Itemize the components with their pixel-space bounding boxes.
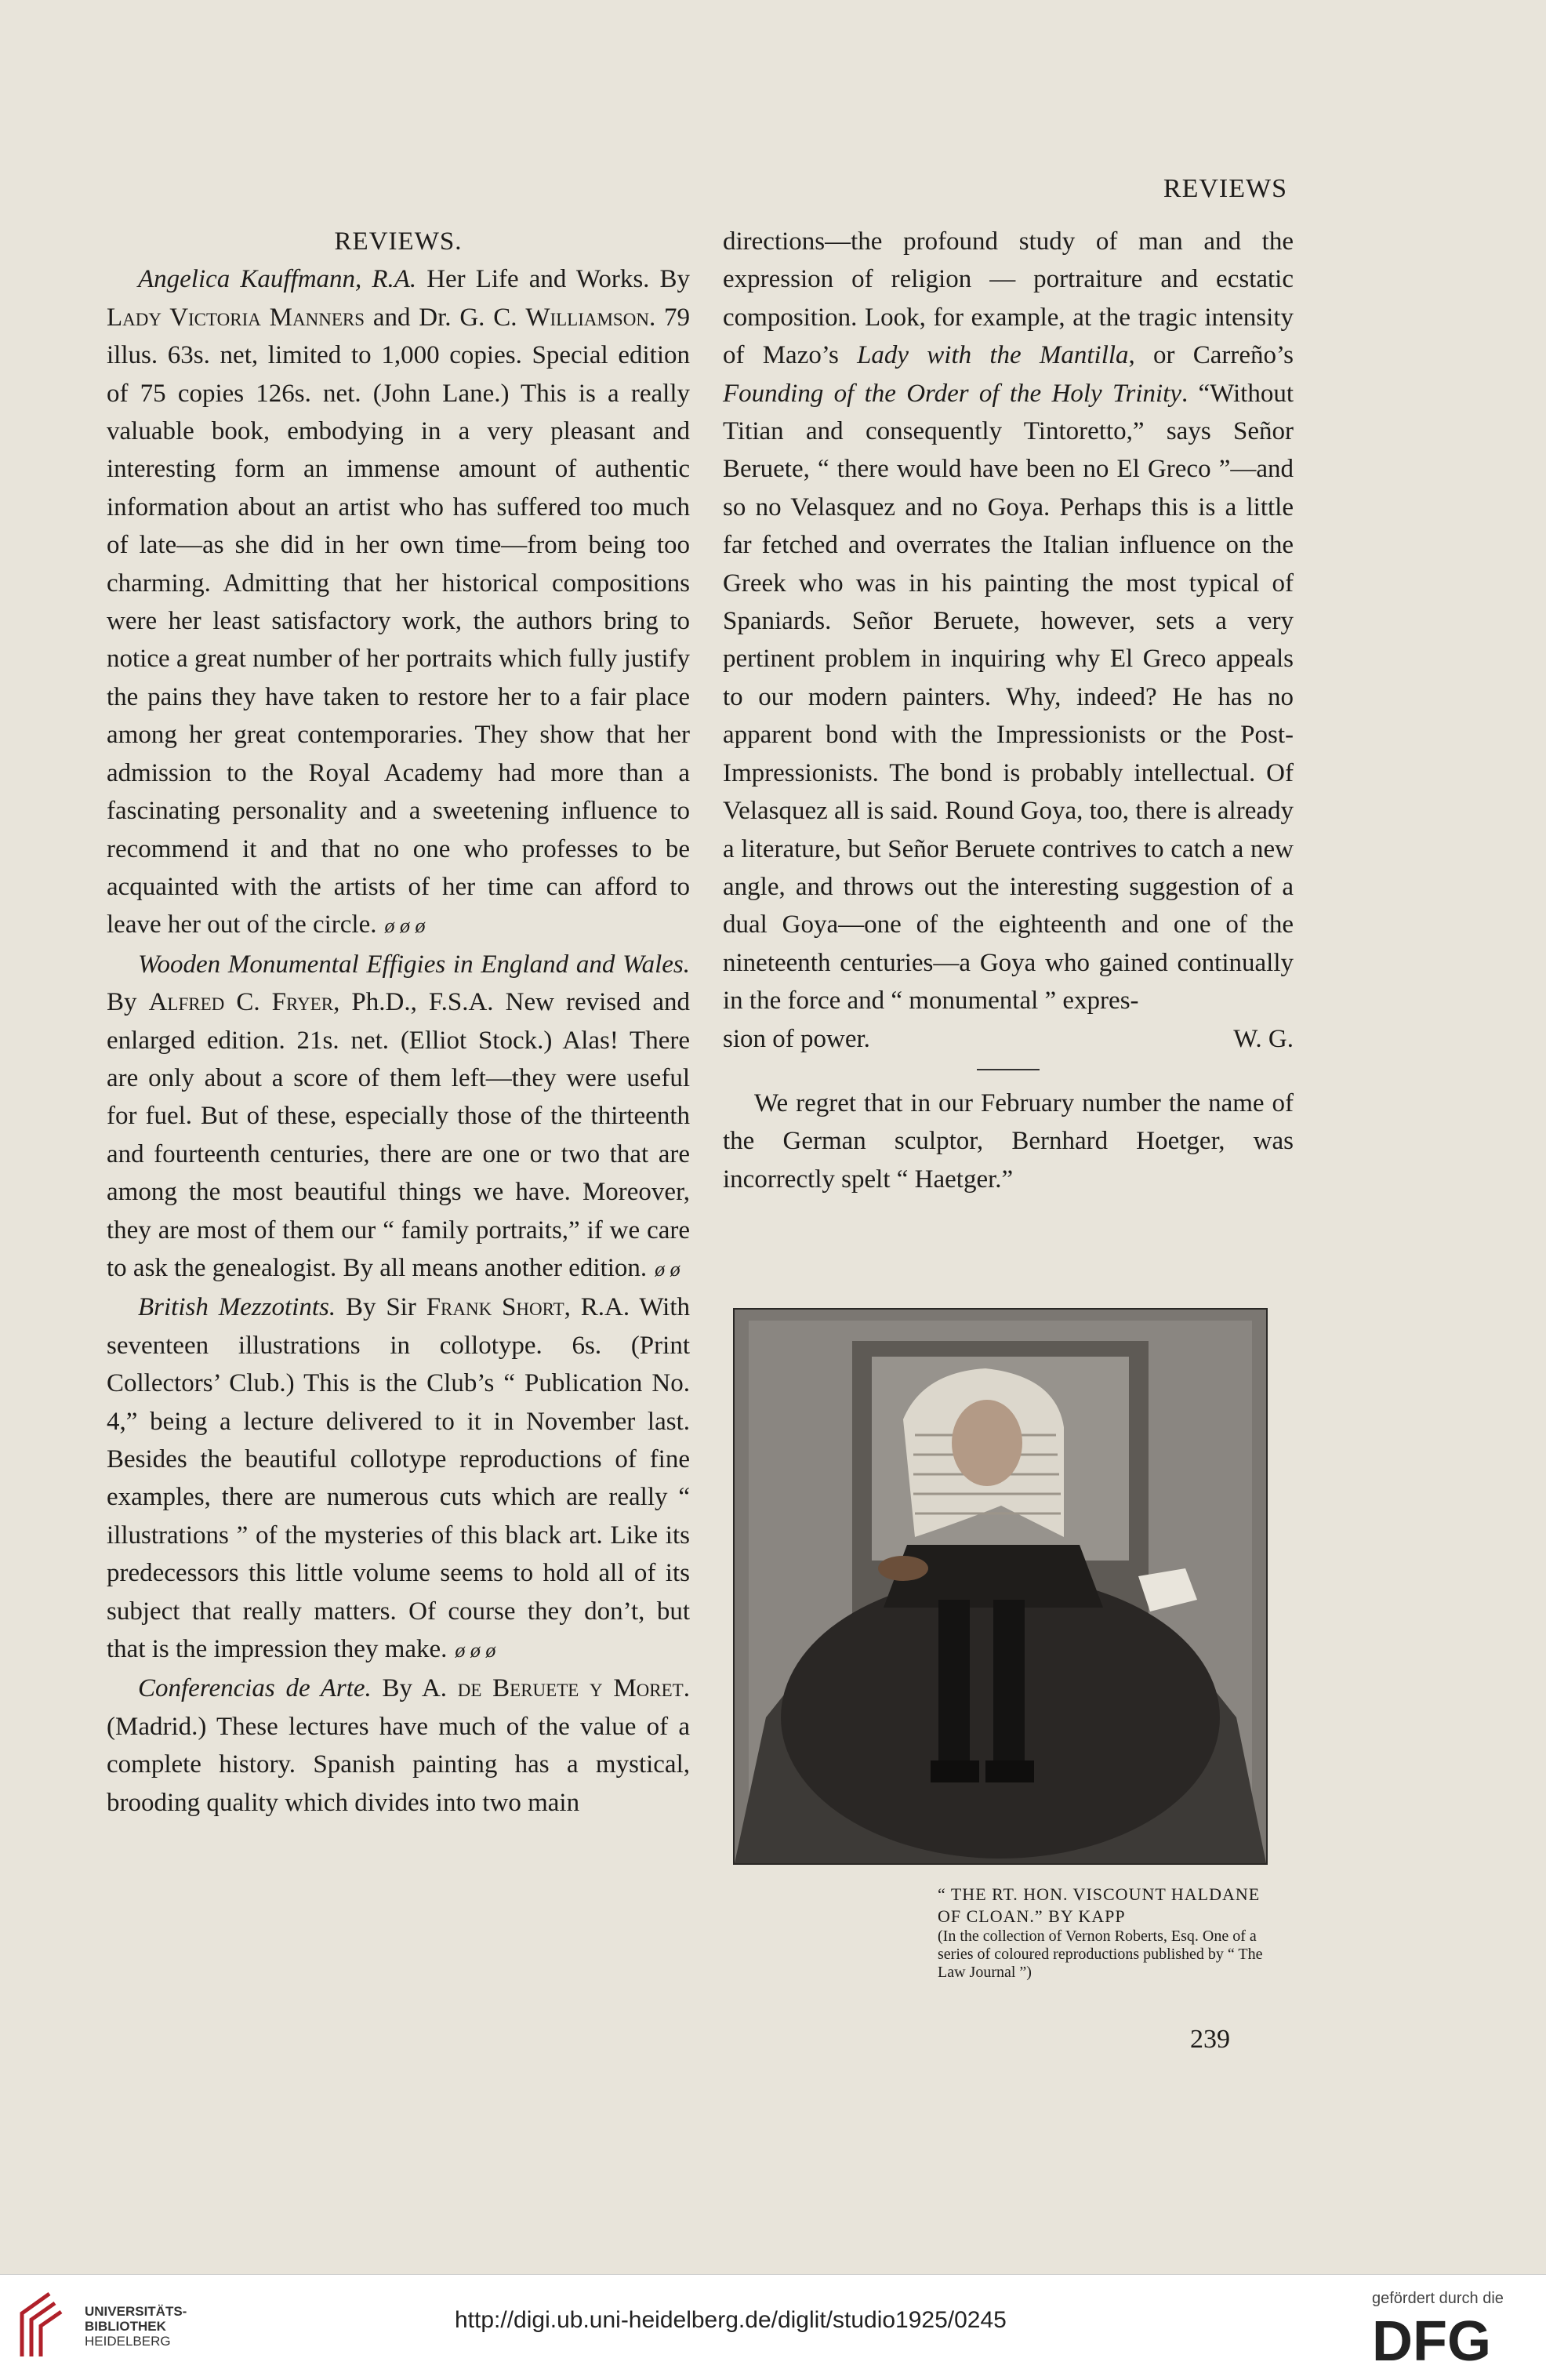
- caption-note: (In the collection of Vernon Roberts, Esq. One of a series of coloured reproductions published by “ The Law Journal ”): [938, 1928, 1263, 1981]
- review-author: Frank Short: [426, 1293, 564, 1322]
- review-author: de Beruete y Moret: [457, 1674, 684, 1703]
- section-divider: [977, 1069, 1040, 1070]
- ornament-icon: ø ø: [655, 1257, 680, 1281]
- right-column: [723, 223, 1294, 1198]
- review-angelica-kauffmann: Angelica Kauffmann, R.A. Her Life and Works. By Lady Victoria Manners and Dr. G. C. Williamson. 79 illus. 63s. net, limited to 1,000 copies. Special edition of 75 copies 126s. net. (John Lane.) This is a really valuable book, embodying in a very pleasant and interesting form an immense amount of authentic information about an artist who has suffered too much of late—as she did in her own time—from being too charming. Admitting that her historical compositions were her least satisfactory work, the authors bring to notice a great number of her portraits which fully justify the pains they have taken to restore her to a fair place among her great contemporaries. They show that her admission to the Royal Academy had more than a fascinating personality and a sweetening influence to recommend it and that no one who professes to be acquainted with the artists of her time can afford to leave her out of the circle. ø ø ø: [107, 265, 691, 939]
- review-british-mezzotints: British Mezzotints. By Sir Frank Short, R.A. With seventeen illustrations in collotype. 6s. (Print Collectors’ Club.) This is the Club’s “ Publication No. 4,” being a lecture delivered to it in November last. Besides the beautiful collotype reproductions of fine examples, there are numerous cuts which are really “ illustrations ” of the mysteries of this black art. Like its predecessors this little volume seems to hold all of its subject that really matters. Of course they don’t, but that is the impression they make. ø ø ø: [107, 1293, 690, 1664]
- funding-label: gefördert durch die: [1372, 2290, 1504, 2307]
- source-url-link[interactable]: http://digi.ub.uni-heidelberg.de/diglit/studio1925/0245: [455, 2307, 1007, 2333]
- ornament-icon: ø ø ø: [384, 914, 426, 938]
- review-author: Williamson: [525, 303, 649, 332]
- dfg-logo-icon[interactable]: [1372, 2312, 1529, 2367]
- review-title: British Mezzotints.: [138, 1293, 336, 1322]
- caption-title: “ THE RT. HON. VISCOUNT HALDANE OF CLOAN.” BY KAPP: [938, 1884, 1261, 1926]
- review-conferencias-de-arte: Conferencias de Arte. By A. de Beruete y Moret. (Madrid.) These lectures have much of the value of a complete history. Spanish painting has a mystical, brooding quality which divides into two main: [107, 1674, 690, 1817]
- illustration-haldane: [733, 1308, 1268, 1865]
- ornament-icon: ø ø ø: [455, 1639, 496, 1662]
- university-library-logo-icon[interactable]: [14, 2290, 69, 2360]
- figure-caption: [938, 1884, 1270, 1982]
- running-head: REVIEWS: [1163, 174, 1287, 203]
- signature-line: sion of power. W. G.: [723, 1020, 1294, 1058]
- caricature-image: [735, 1310, 1266, 1863]
- erratum-notice: We regret that in our February number the name of the German sculptor, Bernhard Hoetger, was incorrectly spelt “ Haetger.”: [723, 1088, 1294, 1194]
- university-library-name: UNIVERSITÄTS- BIBLIOTHEK HEIDELBERG: [85, 2304, 187, 2349]
- review-title: Wooden Monumental Effigies in England and Wales.: [138, 950, 690, 979]
- review-title: Conferencias de Arte.: [138, 1674, 372, 1703]
- artwork-title: Founding of the Order of the Holy Trinity: [723, 379, 1181, 408]
- review-continuation: directions—the profound study of man and the expression of religion — portraiture and ecstatic composition. Look, for example, at the tragic intensity of Mazo’s Lady with the Mantilla, or Carreño’s Founding of the Order of the Holy Trinity. “Without Titian and consequently Tintoretto,” says Señor Beruete, “ there would have been no El Greco ”—and so no Velasquez and no Goya. Perhaps this is a little far fetched and overrates the Italian influence on the Greek who was in his painting the most typical of Spaniards. Señor Beruete, however, sets a very pertinent problem in inquiring why El Greco appeals to our modern painters. Why, indeed? He has no apparent bond with the Impressionists or the Post-Impressionists. The bond is probably intellectual. Of Velasquez all is said. Round Goya, too, there is already a literature, but Señor Beruete contrives to catch a new angle, and throws out the interesting suggestion of a dual Goya—one of the eighteenth and one of the nineteenth centuries—a Goya who gained continually in the force and “ monumental ” expres-: [723, 227, 1294, 1016]
- section-heading: REVIEWS.: [334, 227, 463, 256]
- left-column: [107, 223, 690, 1822]
- review-author: Alfred C. Fryer: [148, 988, 334, 1017]
- review-author: Lady Victoria Manners: [107, 303, 365, 332]
- artwork-title: Lady with the Mantilla: [857, 341, 1129, 370]
- page-number: 239: [1190, 2025, 1230, 2054]
- review-title: Angelica Kauffmann, R.A.: [138, 265, 417, 294]
- review-wooden-effigies: Wooden Monumental Effigies in England and Wales. By Alfred C. Fryer, Ph.D., F.S.A. New revised and enlarged edition. 21s. net. (Elliot Stock.) Alas! There are only about a score of them left—they were useful for fuel. But of these, especially those of the thirteenth and fourteenth centuries, there are one or two that are among the most beautiful things we have. Moreover, they are most of them our “ family portraits,” if we care to ask the genealogist. By all means another edition. ø ø: [107, 950, 690, 1282]
- reviewer-signature: W. G.: [1233, 1024, 1294, 1053]
- dfg-logo-text: DFG: [1372, 2312, 1491, 2367]
